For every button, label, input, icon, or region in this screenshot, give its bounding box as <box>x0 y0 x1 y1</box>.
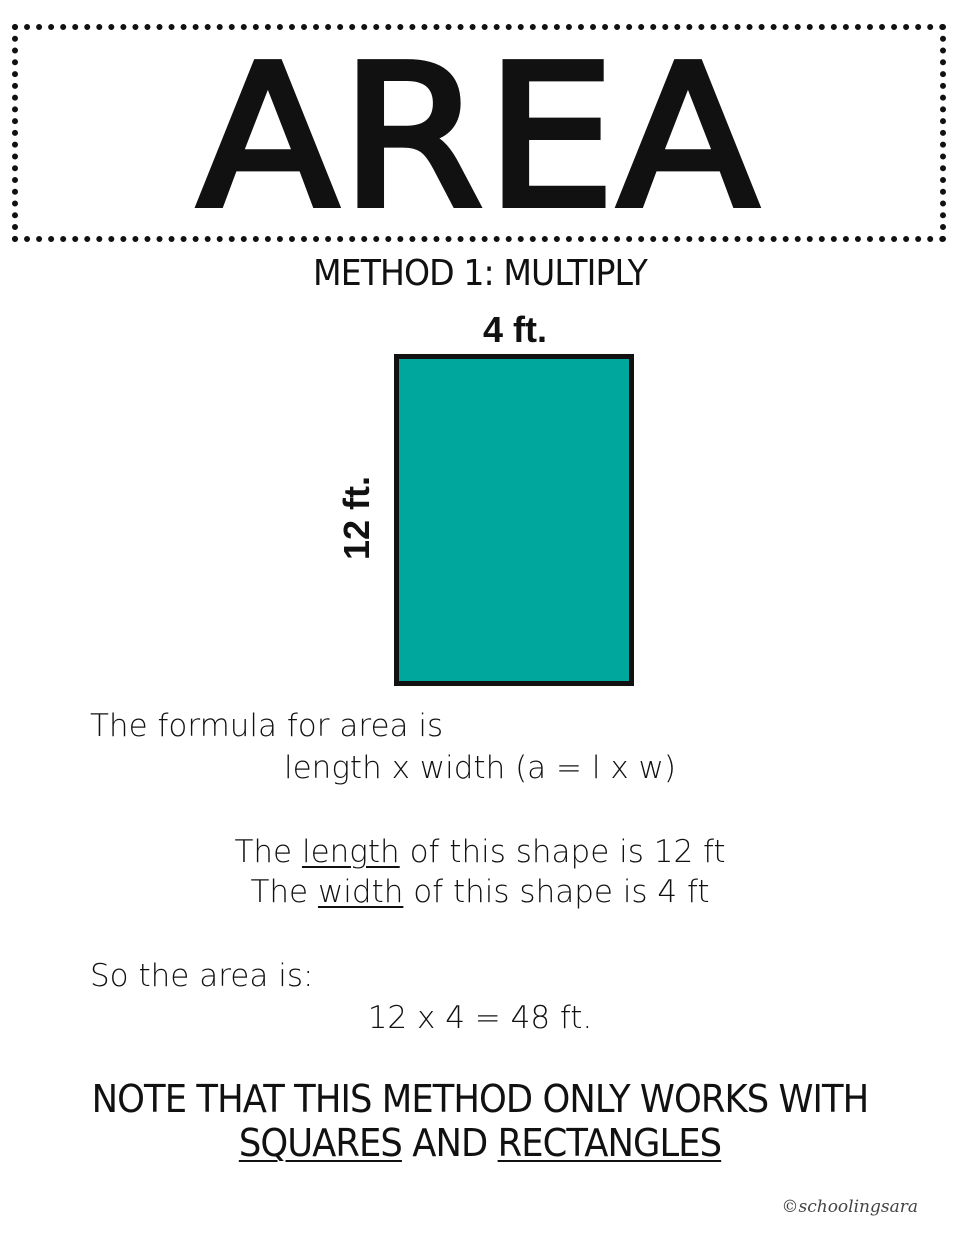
note-line-2 <box>34 1120 927 1166</box>
formula-intro: The formula for area is <box>90 708 444 744</box>
width-label: 4 ft. <box>482 309 547 350</box>
length-sentence <box>0 832 960 872</box>
formula-line <box>0 748 960 788</box>
formula-text: length x width (a = l x w) <box>284 750 676 786</box>
length-post: of this shape is 12 ft <box>409 834 726 870</box>
note-rectangles: RECTANGLES <box>497 1121 722 1165</box>
credit-text: ©schoolingsara <box>781 1197 918 1217</box>
page-title: AREA <box>197 24 761 252</box>
width-post: of this shape is 4 ft <box>413 874 710 910</box>
width-word: width <box>317 874 404 910</box>
length-word: length <box>301 834 400 870</box>
width-sentence <box>0 872 960 912</box>
title-frame <box>12 24 946 252</box>
note-squares: SQUARES <box>238 1121 402 1165</box>
rectangle-shape <box>394 354 634 686</box>
method-heading: METHOD 1: MULTIPLY <box>313 253 647 294</box>
note-line-1: NOTE THAT THIS METHOD ONLY WORKS WITH <box>91 1077 869 1121</box>
length-label: 12 ft. <box>336 475 377 561</box>
area-result: 12 x 4 = 48 ft. <box>367 1000 593 1036</box>
note-and: AND <box>412 1121 488 1165</box>
length-pre: The <box>234 834 293 870</box>
area-intro: So the area is: <box>90 958 314 994</box>
width-pre: The <box>250 874 309 910</box>
